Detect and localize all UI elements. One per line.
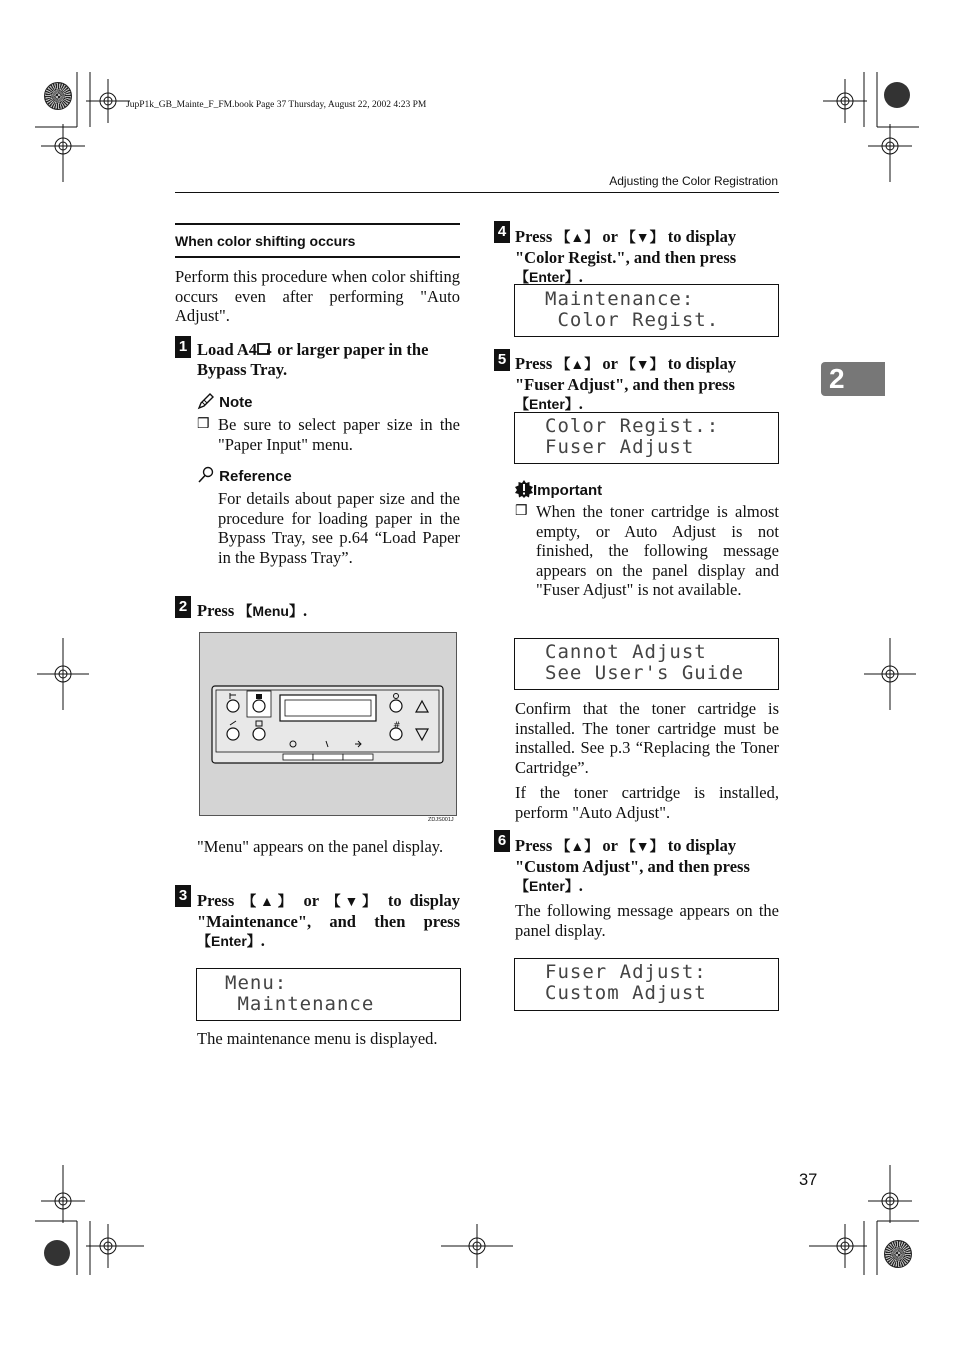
step-3-text <box>197 891 460 952</box>
enter-key: 【Enter】 <box>515 396 579 412</box>
step-1-text <box>197 340 460 379</box>
step-number-6: 6 <box>494 830 510 852</box>
step-2-text-a: Press <box>197 601 239 620</box>
step-3-after: The maintenance menu is displayed. <box>197 1029 438 1048</box>
note-heading <box>197 392 253 411</box>
lcd-line-2: Custom Adjust <box>545 982 707 1004</box>
lcd-line-1: Color Regist.: <box>545 415 720 437</box>
registration-targets <box>37 79 916 1268</box>
note-label: Note <box>219 394 253 411</box>
step-3-text-c: . <box>260 931 265 950</box>
step-6-or: or <box>598 836 622 855</box>
lcd-display-fuser-adjust <box>514 412 779 464</box>
enter-key: 【Enter】 <box>197 933 261 949</box>
step-5-or: or <box>598 354 622 373</box>
lcd-line-2: Maintenance <box>225 993 375 1015</box>
enter-key-label: Enter <box>529 396 565 412</box>
important-heading <box>515 480 602 499</box>
step-1-text-a: Load A4 <box>197 340 258 359</box>
enter-key-label: Enter <box>529 878 565 894</box>
enter-key: 【Enter】 <box>515 269 579 285</box>
chapter-tab: 2 <box>821 362 885 396</box>
step-5-text-b: to display "Fuser Adjust", and then press <box>515 354 737 394</box>
step-5-text-c: . <box>578 394 583 413</box>
step-2-text <box>197 601 460 622</box>
down-key-label: ▼ <box>635 356 650 372</box>
lcd-display-color-regist <box>514 284 779 337</box>
step-4-text-a: Press <box>515 227 557 246</box>
up-key-label: ▲ <box>570 356 585 372</box>
important-label: Important <box>533 482 603 499</box>
up-key-label: ▲ <box>260 893 278 909</box>
step-5-text-a: Press <box>515 354 557 373</box>
section-title: When color shifting occurs <box>175 223 460 258</box>
step-3-text-a: Press <box>197 891 243 910</box>
lcd-display-custom-adjust <box>514 958 779 1011</box>
lcd-line-1: Fuser Adjust: <box>545 961 707 983</box>
step-2-key-bracket-close: 】 <box>288 603 303 619</box>
up-key: 【▲】 <box>556 838 599 854</box>
down-key: 【▼】 <box>326 893 380 909</box>
section-intro: Perform this procedure when color shifting occurs even after performing "Auto Adjust". <box>175 267 460 325</box>
step-4-text-b: to display "Color Regist.", and then press <box>515 227 737 267</box>
down-key: 【▼】 <box>621 838 664 854</box>
up-key-label: ▲ <box>570 838 585 854</box>
step-6-text <box>515 836 779 897</box>
step-2-key-bracket-open: 【 <box>238 603 253 619</box>
step-number-5: 5 <box>494 349 510 371</box>
reference-label: Reference <box>219 468 292 485</box>
svg-text:#: # <box>393 721 401 731</box>
step-number-3: 3 <box>175 885 191 907</box>
step-6-text-c: . <box>578 876 583 895</box>
paper-orientation-icon <box>257 343 273 356</box>
down-key: 【▼】 <box>621 229 664 245</box>
step-2-text-b: . <box>302 601 308 620</box>
lcd-line-1: Cannot Adjust <box>545 641 707 663</box>
note-bullet-box: ❒ <box>197 417 210 432</box>
reference-text: For details about paper size and the procedure for loading paper in the Bypass Tray, see p.64 “Load Paper in the Bypass Tray”. <box>218 489 460 567</box>
lcd-line-2: Fuser Adjust <box>545 436 695 458</box>
up-key-label: ▲ <box>570 229 585 245</box>
up-key: 【▲】 <box>556 229 599 245</box>
down-key-label: ▼ <box>635 838 650 854</box>
lcd-line-1: Menu: <box>225 972 288 994</box>
step-4-or: or <box>598 227 622 246</box>
step-6-after: The following message appears on the panel display. <box>515 901 779 940</box>
reference-heading <box>197 466 292 485</box>
pencil-note-icon <box>197 392 215 410</box>
lcd-line-1: Maintenance: <box>545 288 695 310</box>
file-meta-line: JupP1k_GB_Mainte_F_FM.book Page 37 Thursday, August 22, 2002 4:23 PM <box>126 100 427 110</box>
enter-key: 【Enter】 <box>515 878 579 894</box>
step-5-after-2: If the toner cartridge is installed, perform "Auto Adjust". <box>515 783 779 822</box>
control-panel-illustration <box>199 632 457 816</box>
step-number-2: 2 <box>175 596 191 618</box>
lcd-line-2: See User's Guide <box>545 662 745 684</box>
page-number: 37 <box>799 1171 818 1189</box>
step-3-text-b: to display "Maintenance", and then press <box>197 891 461 931</box>
illustration-code: ZDJS001J <box>428 817 454 823</box>
down-key: 【▼】 <box>621 356 664 372</box>
important-badge-icon <box>515 480 533 498</box>
enter-key-label: Enter <box>529 269 565 285</box>
important-text: When the toner cartridge is almost empty, or Auto Adjust is not finished, the following message appears on the panel display and "Fuser Adjust" is not available. <box>536 502 779 599</box>
lcd-display-maintenance <box>196 968 461 1021</box>
up-key: 【▲】 <box>556 356 599 372</box>
step-5-after-1: Confirm that the toner cartridge is installed. The toner cartridge must be installed. See p.3 “Replacing the Toner Cartridge”. <box>515 699 779 777</box>
step-6-text-b: to display "Custom Adjust", and then press <box>515 836 750 876</box>
magnifier-reference-icon <box>197 466 215 484</box>
control-panel-drawing <box>200 633 456 815</box>
step-5-text <box>515 354 779 415</box>
step-6-text-a: Press <box>515 836 557 855</box>
up-key: 【▲】 <box>242 893 296 909</box>
step-2-after: "Menu" appears on the panel display. <box>197 837 444 856</box>
lcd-line-2: Color Regist. <box>545 309 720 331</box>
enter-key-label: Enter <box>211 933 247 949</box>
step-3-or: or <box>295 891 327 910</box>
note-text: Be sure to select paper size in the "Paper Input" menu. <box>218 415 460 454</box>
step-number-1: 1 <box>175 336 191 358</box>
down-key-label: ▼ <box>635 229 650 245</box>
running-head: Adjusting the Color Registration <box>609 174 778 188</box>
important-bullet-box: ❒ <box>515 504 528 519</box>
step-4-text-c: . <box>578 267 583 286</box>
step-number-4: 4 <box>494 221 510 243</box>
menu-key-label: Menu <box>252 603 289 619</box>
down-key-label: ▼ <box>344 893 363 909</box>
step-1-text-b: or larger paper in the Bypass Tray. <box>197 340 429 379</box>
step-4-text <box>515 227 779 288</box>
header-rule <box>175 192 779 193</box>
lcd-display-cannot-adjust <box>514 638 779 690</box>
